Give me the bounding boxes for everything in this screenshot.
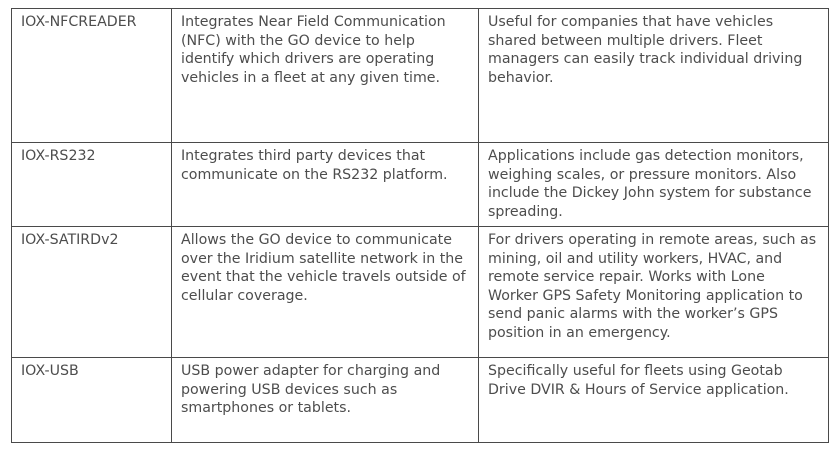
iox-accessories-table	[11, 8, 829, 443]
accessory-name-cell: IOX-NFCREADER	[12, 9, 172, 143]
table-row	[12, 227, 829, 358]
accessory-name-cell: IOX-USB	[12, 358, 172, 443]
accessory-name-cell: IOX-SATIRDv2	[12, 227, 172, 358]
accessory-name-cell: IOX-RS232	[12, 143, 172, 227]
accessory-description-cell: Integrates third party devices that communicate on the RS232 platform.	[172, 143, 479, 227]
iox-table-container	[11, 8, 828, 443]
accessory-description-cell: USB power adapter for charging and powering USB devices such as smartphones or tablets.	[172, 358, 479, 443]
accessory-use-cell: Useful for companies that have vehicles shared between multiple drivers. Fleet managers can easily track individual driving behavior.	[479, 9, 829, 143]
accessory-description-cell: Integrates Near Field Communication (NFC) with the GO device to help identify which drivers are operating vehicles in a fleet at any given time.	[172, 9, 479, 143]
accessory-use-cell: For drivers operating in remote areas, such as mining, oil and utility workers, HVAC, and remote service repair. Works with Lone Worker GPS Safety Monitoring application to send panic alarms with the worker’s GPS position in an emergency.	[479, 227, 829, 358]
accessory-description-cell: Allows the GO device to communicate over the Iridium satellite network in the event that the vehicle travels outside of cellular coverage.	[172, 227, 479, 358]
table-row	[12, 143, 829, 227]
table-row	[12, 358, 829, 443]
accessory-use-cell: Applications include gas detection monitors, weighing scales, or pressure monitors. Also include the Dickey John system for substance spreading.	[479, 143, 829, 227]
table-row	[12, 9, 829, 143]
accessory-use-cell: Specifically useful for fleets using Geotab Drive DVIR & Hours of Service application.	[479, 358, 829, 443]
